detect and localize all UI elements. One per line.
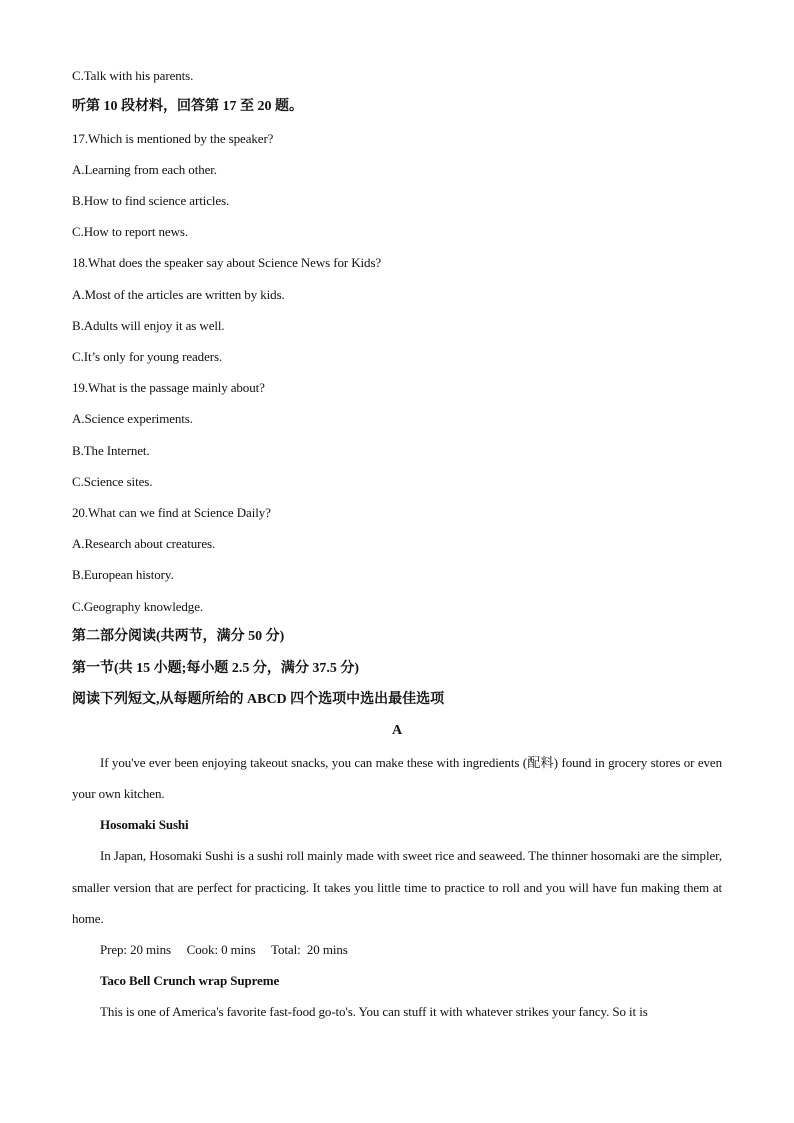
option-19b: B.The Internet. (72, 443, 150, 458)
option-20a: A.Research about creatures. (72, 536, 216, 551)
option-18b: B.Adults will enjoy it as well. (72, 318, 225, 333)
section-instruction-17-20: 听第 10 段材料，回答第 17 至 20 题。 (72, 99, 303, 114)
option-17b: B.How to find science articles. (72, 193, 230, 208)
option-18c: C.It’s only for young readers. (72, 349, 223, 364)
recipe-title-hosomaki: Hosomaki Sushi (100, 817, 189, 832)
question-20: 20.What can we find at Science Daily? (72, 505, 271, 520)
recipe-description-crunchwrap: This is one of America's favorite fast-food go-to's. You can stuff it with whatever strikes your fancy. So it is (100, 1004, 648, 1019)
option-20b: B.European history. (72, 567, 174, 582)
recipe-title-crunchwrap: Taco Bell Crunch wrap Supreme (100, 973, 280, 988)
option-17c: C.How to report news. (72, 224, 188, 239)
recipe-times-hosomaki: Prep: 20 mins Cook: 0 mins Total: 20 mins (100, 942, 348, 957)
reading-instruction: 阅读下列短文,从每题所给的 ABCD 四个选项中选出最佳选项 (72, 692, 445, 707)
option-19a: A.Science experiments. (72, 411, 193, 426)
option-20c: C.Geography knowledge. (72, 599, 204, 614)
option-17a: A.Learning from each other. (72, 162, 217, 177)
passage-label-a: A (391, 723, 402, 738)
question-18: 18.What does the speaker say about Science News for Kids? (72, 255, 382, 270)
option-18a: A.Most of the articles are written by kids. (72, 287, 285, 302)
recipe-description-hosomaki: In Japan, Hosomaki Sushi is a sushi roll mainly made with sweet rice and seaweed. The thinner hosomaki are the simpler, smaller version that are perfect for practicing. It takes you little time to practice to roll and you will have fun making them at home. (72, 848, 722, 926)
question-17: 17.Which is mentioned by the speaker? (72, 131, 274, 146)
passage-intro: If you've ever been enjoying takeout snacks, you can make these with ingredients (配料) found in grocery stores or even your own kitchen. (72, 755, 722, 801)
question-19: 19.What is the passage mainly about? (72, 380, 265, 395)
section-one-heading: 第一节(共 15 小题;每小题 2.5 分，满分 37.5 分) (72, 661, 359, 676)
part-two-heading: 第二部分阅读(共两节，满分 50 分) (72, 629, 285, 644)
option-19c: C.Science sites. (72, 474, 153, 489)
option-16c: C.Talk with his parents. (72, 68, 194, 83)
